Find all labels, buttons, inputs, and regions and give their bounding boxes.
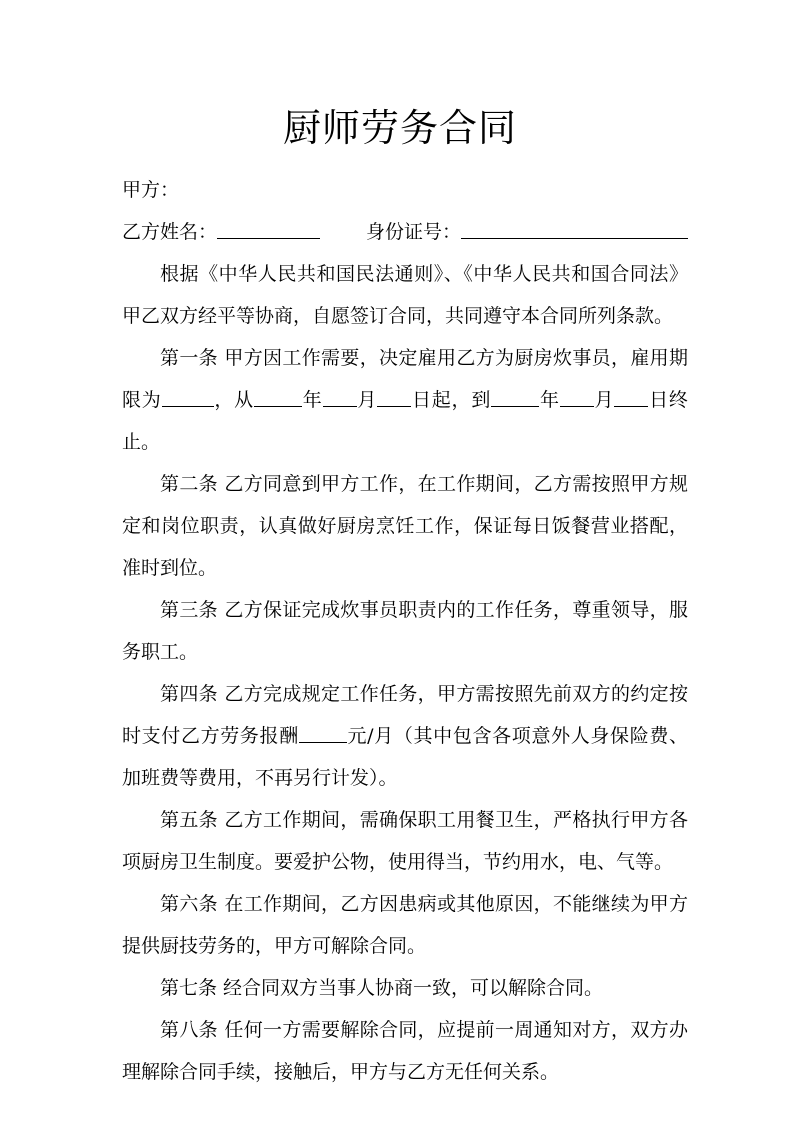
party-a-line [122, 169, 688, 211]
end-day-blank[interactable] [614, 386, 648, 407]
article-4-paragraph [122, 673, 688, 799]
start-month-blank[interactable] [323, 386, 357, 407]
article-3-paragraph: 第三条 乙方保证完成炊事员职责内的工作任务，尊重领导，服务职工。 [122, 599, 688, 663]
article-2-paragraph: 第二条 乙方同意到甲方工作，在工作期间，乙方需按照甲方规定和岗位职责，认真做好厨房烹饪工作，保证每日饭餐营业搭配，准时到位。 [122, 473, 688, 579]
pay-amount-blank[interactable] [299, 722, 347, 743]
start-year-blank[interactable] [254, 386, 302, 407]
end-month-blank[interactable] [560, 386, 594, 407]
start-year-label: 年 [301, 389, 323, 411]
article-1-text-2: ，从 [213, 389, 254, 411]
start-day-blank[interactable] [377, 386, 411, 407]
article-4-text-2: 元/月（其中包含各项意外人身保险费、加班费等费用，不再另行计发）。 [122, 725, 688, 789]
party-a-label: 甲方： [122, 179, 180, 201]
end-month-label: 月 [593, 389, 615, 411]
term-blank[interactable] [162, 386, 214, 407]
party-b-line [122, 211, 688, 253]
end-year-label: 年 [539, 389, 560, 411]
article-8-paragraph: 第八条 任何一方需要解除合同，应提前一周通知对方，双方办理解除合同手续，接触后，甲方与乙方无任何关系。 [122, 1019, 688, 1083]
article-5-paragraph: 第五条 乙方工作期间，需确保职工用餐卫生，严格执行甲方各项厨房卫生制度。要爱护公物，使用得当，节约用水，电、气等。 [122, 809, 688, 873]
document-title: 厨师劳务合同 [282, 106, 517, 150]
contract-body [122, 169, 688, 1093]
start-month-label: 月 [356, 389, 378, 411]
end-year-blank[interactable] [491, 386, 539, 407]
party-b-name-blank[interactable] [217, 218, 320, 239]
article-1-paragraph [122, 337, 688, 463]
id-number-label: 身份证号： [366, 221, 462, 243]
party-b-name-label: 乙方姓名： [122, 221, 218, 243]
start-day-label: 日起，到 [411, 389, 492, 411]
article-6-paragraph: 第六条 在工作期间，乙方因患病或其他原因，不能继续为甲方提供厨技劳务的，甲方可解除合同。 [122, 893, 688, 957]
article-1-text-1: 第一条 甲方因工作需要，决定雇用乙方为厨房炊事员，雇用期限为 [122, 347, 688, 411]
preamble-paragraph: 根据《中华人民共和国民法通则》、《中华人民共和国合同法》甲乙双方经平等协商，自愿签订合同，共同遵守本合同所列条款。 [122, 263, 688, 327]
id-number-blank[interactable] [461, 218, 688, 239]
article-7-paragraph: 第七条 经合同双方当事人协商一致，可以解除合同。 [160, 977, 604, 999]
article-4-text-1: 第四条 乙方完成规定工作任务，甲方需按照先前双方的约定按时支付乙方劳务报酬 [122, 683, 688, 747]
end-day-label: 日终止。 [122, 389, 688, 453]
